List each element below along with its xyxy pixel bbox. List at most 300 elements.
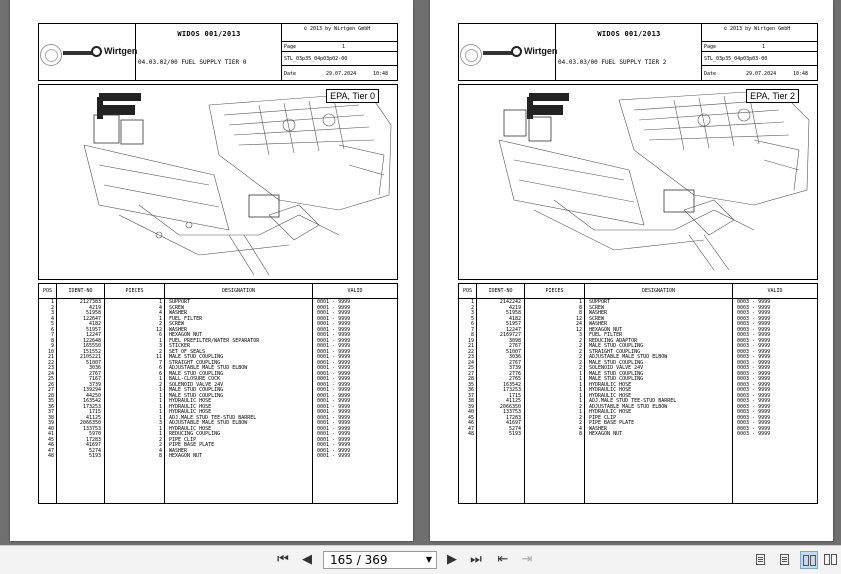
parts-rows bbox=[39, 300, 397, 460]
pos-cell: 26 bbox=[47, 381, 54, 388]
col-header-pieces: PIECES bbox=[525, 284, 585, 298]
pieces-cell: 1 bbox=[158, 337, 162, 344]
designation-cell: STICKER bbox=[169, 343, 191, 349]
seal-icon bbox=[40, 44, 62, 66]
current-page: 165 bbox=[330, 553, 353, 567]
date-label: Date bbox=[704, 71, 717, 77]
pos-cell: 7 bbox=[470, 326, 474, 333]
pieces-cell: 7 bbox=[158, 359, 162, 366]
pos-cell: 5 bbox=[50, 321, 54, 327]
ident-cell: 2767 bbox=[88, 370, 101, 377]
pieces-cell: 1 bbox=[578, 370, 582, 377]
pieces-cell: 2 bbox=[578, 348, 582, 355]
pos-cell: 19 bbox=[467, 337, 474, 344]
ident-cell: 5274 bbox=[508, 425, 521, 432]
pos-cell: 8 bbox=[50, 337, 54, 344]
ident-cell: 3036 bbox=[88, 365, 101, 371]
pieces-cell: 8 bbox=[158, 453, 162, 459]
pos-cell: 4 bbox=[50, 315, 54, 322]
ident-cell: 4219 bbox=[88, 304, 101, 311]
ident-cell: 2767 bbox=[508, 343, 521, 349]
designation-cell: WASHER bbox=[169, 310, 188, 316]
pos-cell: 21 bbox=[467, 343, 474, 349]
valid-cell: 0003 - 9999 bbox=[737, 310, 771, 316]
ident-cell: 3739 bbox=[508, 365, 521, 371]
designation-cell: HEXAGON NUT bbox=[169, 332, 203, 338]
title-cell bbox=[136, 24, 282, 80]
designation-cell: ADJUSTABLE MALE STUD ELBOW bbox=[589, 354, 668, 360]
pos-cell: 46 bbox=[467, 420, 474, 426]
document-page-left bbox=[10, 0, 413, 541]
pos-cell: 22 bbox=[47, 359, 54, 366]
pos-cell: 40 bbox=[467, 409, 474, 415]
designation-cell: SCREW bbox=[169, 321, 185, 327]
table-row bbox=[39, 454, 397, 460]
ident-cell: 2767 bbox=[508, 359, 521, 366]
pieces-cell: 1 bbox=[158, 403, 162, 410]
ident-cell: 2105221 bbox=[79, 354, 101, 360]
pos-cell: 1 bbox=[50, 299, 54, 305]
col-header-pos: POS bbox=[39, 284, 57, 298]
pieces-cell: 2 bbox=[578, 337, 582, 344]
pos-cell: 6 bbox=[470, 321, 474, 327]
ident-cell: 2169727 bbox=[499, 332, 521, 338]
valid-cell: 0001 - 9999 bbox=[317, 398, 351, 404]
seal-icon bbox=[460, 44, 482, 66]
pieces-cell: 1 bbox=[578, 409, 582, 415]
meta-cell bbox=[282, 24, 397, 80]
ident-cell: 2142242 bbox=[499, 299, 521, 305]
valid-cell: 0001 - 9999 bbox=[317, 332, 351, 338]
ident-cell: 41125 bbox=[505, 398, 521, 404]
pieces-cell: 2 bbox=[578, 359, 582, 366]
designation-cell: ADJUSTABLE MALE STUD ELBOW bbox=[589, 403, 668, 410]
ident-cell: 1715 bbox=[88, 409, 101, 415]
valid-cell: 0003 - 9999 bbox=[737, 409, 771, 415]
go-forward-icon[interactable]: ⇥ bbox=[521, 552, 533, 567]
pos-cell: 2 bbox=[50, 304, 54, 311]
pieces-cell: 11 bbox=[155, 354, 162, 360]
designation-cell: SUPPORT bbox=[169, 299, 191, 305]
col-header-pos: POS bbox=[459, 284, 477, 298]
pieces-cell: 1 bbox=[158, 414, 162, 421]
designation-cell: SET OF SEALS bbox=[169, 348, 206, 355]
page-number-select[interactable] bbox=[323, 551, 437, 569]
pieces-cell: 1 bbox=[578, 376, 582, 382]
designation-cell: WASHER bbox=[589, 425, 608, 432]
designation-cell: FUEL PREFILTER/WATER SEPARATOR bbox=[169, 337, 260, 344]
valid-cell: 0001 - 9999 bbox=[317, 447, 351, 454]
pieces-cell: 12 bbox=[155, 326, 162, 333]
designation-cell: SCREW bbox=[589, 304, 605, 311]
valid-cell: 0001 - 9999 bbox=[317, 354, 351, 360]
valid-cell: 0001 - 9999 bbox=[317, 431, 351, 437]
page-row bbox=[702, 42, 817, 52]
brand-name: Wirtgen bbox=[104, 46, 138, 56]
valid-cell: 0001 - 9999 bbox=[317, 414, 351, 421]
pieces-cell: 2 bbox=[578, 414, 582, 421]
pieces-cell: 1 bbox=[158, 409, 162, 415]
designation-cell: PIPE BASE PLATE bbox=[589, 420, 635, 426]
valid-cell: 0003 - 9999 bbox=[737, 387, 771, 393]
pos-cell: 39 bbox=[467, 403, 474, 410]
valid-cell: 0001 - 9999 bbox=[317, 337, 351, 344]
valid-cell: 0001 - 9999 bbox=[317, 343, 351, 349]
designation-cell: ADJ.MALE STUD TEE-STUD BARREL bbox=[169, 414, 257, 421]
pos-cell: 38 bbox=[47, 414, 54, 421]
valid-cell: 0001 - 9999 bbox=[317, 326, 351, 333]
designation-cell: MALE STUD COUPLING bbox=[589, 343, 644, 349]
pieces-cell: 1 bbox=[578, 381, 582, 388]
continuous-view-icon[interactable] bbox=[776, 551, 794, 569]
pos-cell: 48 bbox=[467, 431, 474, 437]
pos-cell: 45 bbox=[47, 436, 54, 443]
pos-cell: 40 bbox=[47, 425, 54, 432]
parts-table bbox=[458, 283, 818, 504]
table-row bbox=[459, 432, 817, 438]
pieces-cell: 1 bbox=[158, 299, 162, 305]
valid-cell: 0003 - 9999 bbox=[737, 348, 771, 355]
ident-cell: 122647 bbox=[82, 315, 101, 322]
ident-cell: 12247 bbox=[505, 326, 521, 333]
time-value: 10:48 bbox=[793, 71, 809, 77]
chevron-down-icon: ▼ bbox=[425, 555, 432, 564]
pos-cell: 21 bbox=[47, 354, 54, 360]
pieces-cell: 4 bbox=[158, 447, 162, 454]
pos-cell: 25 bbox=[467, 365, 474, 371]
pieces-cell: 1 bbox=[158, 398, 162, 404]
valid-cell: 0003 - 9999 bbox=[737, 326, 771, 333]
document-title: WIDOS 001/2013 bbox=[597, 30, 661, 38]
document-title: WIDOS 001/2013 bbox=[177, 30, 241, 38]
ident-cell: 4182 bbox=[508, 315, 521, 322]
total-pages: 369 bbox=[364, 553, 388, 567]
valid-cell: 0003 - 9999 bbox=[737, 425, 771, 432]
last-page-icon[interactable]: ⏭ bbox=[470, 552, 482, 567]
ident-cell: 44250 bbox=[85, 392, 101, 399]
valid-cell: 0003 - 9999 bbox=[737, 370, 771, 377]
designation-cell: HEXAGON NUT bbox=[169, 453, 203, 459]
pieces-cell: 1 bbox=[578, 398, 582, 404]
pieces-cell: 2 bbox=[158, 436, 162, 443]
pieces-cell: 2 bbox=[578, 354, 582, 360]
valid-cell: 0001 - 9999 bbox=[317, 310, 351, 316]
two-page-continuous-view-icon[interactable] bbox=[822, 551, 840, 569]
designation-cell: PIPE BASE PLATE bbox=[169, 442, 215, 448]
pos-cell: 37 bbox=[467, 392, 474, 399]
designation-cell: WASHER bbox=[169, 326, 188, 333]
designation-cell: REDUCING ADAPTOR bbox=[589, 337, 638, 344]
pos-cell: 47 bbox=[467, 425, 474, 432]
valid-cell: 0001 - 9999 bbox=[317, 304, 351, 311]
ident-cell: 41697 bbox=[85, 442, 101, 448]
valid-cell: 0001 - 9999 bbox=[317, 359, 351, 366]
pieces-cell: 2 bbox=[578, 365, 582, 371]
epa-tier-label: EPA, Tier 2 bbox=[746, 89, 799, 103]
designation-cell: REDUCING COUPLING bbox=[169, 431, 221, 437]
ident-cell: 51958 bbox=[85, 310, 101, 316]
pieces-cell: 8 bbox=[578, 310, 582, 316]
ident-cell: 3098 bbox=[508, 337, 521, 344]
ident-cell: 51007 bbox=[85, 359, 101, 366]
pos-cell: 35 bbox=[47, 398, 54, 404]
ident-cell: 17283 bbox=[85, 436, 101, 443]
designation-cell: WASHER bbox=[589, 310, 608, 316]
pos-cell: 1 bbox=[470, 299, 474, 305]
valid-cell: 0003 - 9999 bbox=[737, 359, 771, 366]
parts-rows bbox=[459, 300, 817, 438]
brand-name: Wirtgen bbox=[524, 46, 558, 56]
ident-cell: 2776 bbox=[508, 370, 521, 377]
valid-cell: 0001 - 9999 bbox=[317, 370, 351, 377]
go-back-icon[interactable]: ⇤ bbox=[497, 552, 509, 567]
valid-cell: 0001 - 9999 bbox=[317, 321, 351, 327]
pieces-cell: 3 bbox=[578, 332, 582, 338]
designation-cell: MALE STUD COUPLING bbox=[589, 370, 644, 377]
designation-cell: HYDRAULIC HOSE bbox=[169, 403, 212, 410]
date-row bbox=[282, 66, 397, 80]
pieces-cell: 1 bbox=[158, 315, 162, 322]
page-label: Page bbox=[704, 44, 717, 50]
pieces-cell: 2 bbox=[578, 343, 582, 349]
col-header-ident: IDENT-NO bbox=[477, 284, 525, 298]
valid-cell: 0001 - 9999 bbox=[317, 436, 351, 443]
meta-cell bbox=[702, 24, 817, 80]
document-page-right bbox=[430, 0, 833, 541]
pieces-cell: 1 bbox=[578, 299, 582, 305]
ident-cell: 2066350 bbox=[499, 403, 521, 410]
valid-cell: 0003 - 9999 bbox=[737, 381, 771, 388]
copyright: © 2013 by Wirtgen GmbH bbox=[304, 26, 371, 32]
pos-cell: 45 bbox=[467, 414, 474, 421]
date-value: 29.07.2024 bbox=[746, 71, 777, 77]
designation-cell: HYDRAULIC HOSE bbox=[589, 409, 632, 415]
pieces-cell: 1 bbox=[578, 387, 582, 393]
pos-cell: 41 bbox=[47, 431, 54, 437]
copyright: © 2013 by Wirtgen GmbH bbox=[724, 26, 791, 32]
designation-cell: SCREW bbox=[589, 315, 605, 322]
designation-cell: MALE STUD COUPLING bbox=[589, 359, 644, 366]
designation-cell: SCREW bbox=[169, 304, 185, 311]
valid-cell: 0003 - 9999 bbox=[737, 337, 771, 344]
ident-cell: 133753 bbox=[82, 425, 101, 432]
ident-cell: 4182 bbox=[88, 321, 101, 327]
valid-cell: 0001 - 9999 bbox=[317, 387, 351, 393]
valid-cell: 0003 - 9999 bbox=[737, 299, 771, 305]
designation-cell: HYDRAULIC HOSE bbox=[589, 381, 632, 388]
pieces-cell: 1 bbox=[158, 392, 162, 399]
exploded-view-drawing bbox=[38, 84, 398, 280]
designation-cell: ADJUSTABLE MALE STUD ELBOW bbox=[169, 365, 248, 371]
pieces-cell: 12 bbox=[575, 315, 582, 322]
ident-cell: 12247 bbox=[85, 332, 101, 338]
designation-cell: SOLENOID VALVE 24V bbox=[169, 381, 224, 388]
pos-cell: 47 bbox=[47, 447, 54, 454]
valid-cell: 0001 - 9999 bbox=[317, 442, 351, 448]
valid-cell: 0003 - 9999 bbox=[737, 403, 771, 410]
pos-cell: 35 bbox=[467, 381, 474, 388]
pieces-cell: 2 bbox=[158, 381, 162, 388]
designation-cell: WASHER bbox=[589, 321, 608, 327]
valid-cell: 0003 - 9999 bbox=[737, 376, 771, 382]
two-page-view-icon[interactable] bbox=[800, 551, 818, 569]
pos-cell: 36 bbox=[47, 403, 54, 410]
page-value: 1 bbox=[342, 44, 346, 50]
page-label: Page bbox=[284, 44, 297, 50]
wirtgen-logo bbox=[483, 46, 558, 60]
pieces-cell: 1 bbox=[158, 387, 162, 393]
first-page-icon[interactable]: ⏮ bbox=[277, 552, 289, 567]
pos-cell: 23 bbox=[467, 354, 474, 360]
valid-cell: 0001 - 9999 bbox=[317, 348, 351, 355]
pos-cell: 36 bbox=[467, 387, 474, 393]
ident-cell: 173253 bbox=[502, 387, 521, 393]
designation-cell: BALL-CLOSURE COCK bbox=[169, 376, 221, 382]
pieces-cell: 12 bbox=[575, 326, 582, 333]
pos-cell: 46 bbox=[47, 442, 54, 448]
pos-cell: 25 bbox=[47, 376, 54, 382]
ident-cell: 5193 bbox=[508, 431, 521, 437]
designation-cell: HYDRAULIC HOSE bbox=[589, 392, 632, 399]
pieces-cell: 1 bbox=[578, 392, 582, 399]
page-value: 1 bbox=[762, 44, 766, 50]
designation-cell: WASHER bbox=[169, 447, 188, 454]
pos-cell: 3 bbox=[50, 310, 54, 316]
engine-line-drawing bbox=[39, 85, 397, 279]
designation-cell: MALE STUD COUPLING bbox=[169, 370, 224, 377]
designation-cell: STRAIGHT COUPLING bbox=[589, 348, 641, 355]
ident-cell: 5274 bbox=[88, 447, 101, 454]
logo-area bbox=[39, 24, 136, 80]
valid-cell: 0003 - 9999 bbox=[737, 321, 771, 327]
designation-cell: HEXAGON NUT bbox=[589, 431, 623, 437]
page-separator: / bbox=[356, 553, 361, 567]
ident-cell: 1715 bbox=[508, 392, 521, 399]
pos-cell: 8 bbox=[470, 332, 474, 338]
designation-cell: MALE STUD COUPLING bbox=[169, 354, 224, 360]
pos-cell: 24 bbox=[47, 370, 54, 377]
ident-cell: 2066350 bbox=[79, 420, 101, 426]
valid-cell: 0003 - 9999 bbox=[737, 414, 771, 421]
valid-cell: 0001 - 9999 bbox=[317, 315, 351, 322]
pieces-cell: 2 bbox=[578, 420, 582, 426]
designation-cell: ADJ.MALE STUD TEE-STUD BARREL bbox=[589, 398, 677, 404]
valid-cell: 0001 - 9999 bbox=[317, 392, 351, 399]
pos-cell: 27 bbox=[47, 387, 54, 393]
designation-cell: FUEL FILTER bbox=[589, 332, 623, 338]
ident-cell: 5193 bbox=[88, 453, 101, 459]
pos-cell: 3 bbox=[470, 310, 474, 316]
valid-cell: 0003 - 9999 bbox=[737, 354, 771, 360]
designation-cell: PIPE CLIP bbox=[589, 414, 617, 421]
designation-cell: MALE STUD COUPLING bbox=[169, 392, 224, 399]
valid-cell: 0001 - 9999 bbox=[317, 409, 351, 415]
pieces-cell: 8 bbox=[578, 304, 582, 311]
valid-cell: 0001 - 9999 bbox=[317, 425, 351, 432]
pos-cell: 37 bbox=[47, 409, 54, 415]
engine-line-drawing bbox=[459, 85, 817, 279]
ident-cell: 51957 bbox=[85, 326, 101, 333]
ident-cell: 3739 bbox=[88, 381, 101, 388]
pieces-cell: 4 bbox=[158, 310, 162, 316]
date-row bbox=[702, 66, 817, 80]
designation-cell: ADJUSTABLE MALE STUD ELBOW bbox=[169, 420, 248, 426]
exploded-view-drawing bbox=[458, 84, 818, 280]
epa-tier-label: EPA, Tier 0 bbox=[326, 89, 379, 103]
ident-cell: 165550 bbox=[82, 343, 101, 349]
valid-cell: 0001 - 9999 bbox=[317, 420, 351, 426]
col-header-valid: VALID bbox=[767, 288, 783, 294]
code-row bbox=[282, 52, 397, 66]
pos-cell: 27 bbox=[467, 370, 474, 377]
pos-cell: 28 bbox=[467, 376, 474, 382]
pos-cell: 2 bbox=[470, 304, 474, 311]
logo-area bbox=[459, 24, 556, 80]
pos-cell: 5 bbox=[470, 315, 474, 322]
valid-cell: 0003 - 9999 bbox=[737, 332, 771, 338]
col-header-designation: DESIGNATION bbox=[585, 284, 733, 298]
single-page-view-icon[interactable] bbox=[752, 551, 770, 569]
pos-cell: 23 bbox=[47, 365, 54, 371]
ident-cell: 2127383 bbox=[79, 299, 101, 305]
col-header-valid: VALID bbox=[347, 288, 363, 294]
ident-cell: 122648 bbox=[82, 337, 101, 344]
pieces-cell: 8 bbox=[578, 431, 582, 437]
ident-cell: 4219 bbox=[508, 304, 521, 311]
pieces-cell: 1 bbox=[158, 376, 162, 382]
document-code: STL_03p35_04p03p03-00 bbox=[704, 56, 768, 62]
valid-cell: 0003 - 9999 bbox=[737, 304, 771, 311]
designation-cell: HYDRAULIC HOSE bbox=[169, 409, 212, 415]
valid-cell: 0003 - 9999 bbox=[737, 315, 771, 322]
pieces-cell: 2 bbox=[158, 348, 162, 355]
pos-cell: 38 bbox=[467, 398, 474, 404]
pieces-cell: 24 bbox=[575, 321, 582, 327]
designation-cell: MALE STUD COUPLING bbox=[589, 376, 644, 382]
ident-cell: 133753 bbox=[502, 409, 521, 415]
ident-cell: 51957 bbox=[505, 321, 521, 327]
valid-cell: 0001 - 9999 bbox=[317, 376, 351, 382]
parts-table bbox=[38, 283, 398, 504]
page-row bbox=[282, 42, 397, 52]
ident-cell: 51007 bbox=[505, 348, 521, 355]
ident-cell: 173253 bbox=[82, 403, 101, 410]
valid-cell: 0001 - 9999 bbox=[317, 365, 351, 371]
pieces-cell: 4 bbox=[578, 425, 582, 432]
prev-page-icon[interactable]: ◀ bbox=[302, 552, 312, 567]
pieces-cell: 3 bbox=[158, 343, 162, 349]
group-title: 04.03.03/00 FUEL SUPPLY TIER 2 bbox=[558, 59, 667, 66]
designation-cell: MALE STUD COUPLING bbox=[169, 387, 224, 393]
valid-cell: 0003 - 9999 bbox=[737, 420, 771, 426]
valid-cell: 0001 - 9999 bbox=[317, 403, 351, 410]
designation-cell: SUPPORT bbox=[589, 299, 611, 305]
next-page-icon[interactable]: ▶ bbox=[447, 552, 457, 567]
date-label: Date bbox=[284, 71, 297, 77]
pos-cell: 9 bbox=[50, 343, 54, 349]
pieces-cell: 3 bbox=[158, 420, 162, 426]
code-row bbox=[702, 52, 817, 66]
ident-cell: 41125 bbox=[85, 414, 101, 421]
ident-cell: 151552 bbox=[82, 348, 101, 355]
valid-cell: 0003 - 9999 bbox=[737, 392, 771, 399]
ident-cell: 5970 bbox=[88, 431, 101, 437]
wirtgen-logo bbox=[63, 46, 138, 60]
designation-cell: FUEL FILTER bbox=[169, 315, 203, 322]
pieces-cell: 6 bbox=[158, 332, 162, 338]
pos-cell: 6 bbox=[50, 326, 54, 333]
designation-cell: PIPE CLIP bbox=[169, 436, 197, 443]
